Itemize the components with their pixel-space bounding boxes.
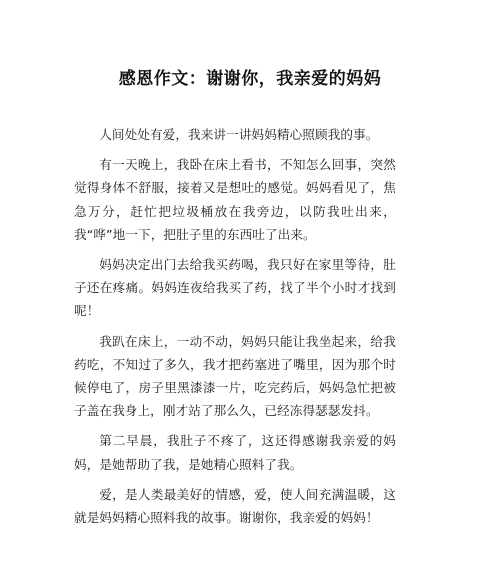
document-title: 感恩作文：谢谢你，我亲爱的妈妈	[118, 69, 382, 89]
paragraph-6: 爱，是人类最美好的情感，爱，使人间充满温暖，这就是妈妈精心照料我的故事。谢谢你，我亲爱的妈妈！	[74, 486, 396, 526]
paragraph-1: 人间处处有爱，我来讲一讲妈妈精心照顾我的事。	[99, 127, 379, 142]
paragraph-2: 有一天晚上，我卧在床上看书，不知怎么回事，突然觉得身体不舒服，接着又是想吐的感觉。妈妈看见了，焦急万分，赶忙把垃圾桶放在我旁边，以防我吐出来，我“哗”地一下，把肚子里的东西吐了出来。	[74, 157, 396, 242]
paragraph-4: 我趴在床上，一动不动，妈妈只能让我坐起来，给我药吃，不知过了多久，我才把药塞进了嘴里，因为那个时候停电了，房子里黑漆漆一片，吃完药后，妈妈急忙把被子盖在我身上，刚才站了那么久，已经冻得瑟瑟发抖。	[74, 333, 396, 419]
paragraph-5: 第二早晨，我肚子不疼了，这还得感谢我亲爱的妈妈，是她帮助了我，是她精心照料了我。	[74, 433, 396, 472]
paragraph-3: 妈妈决定出门去给我买药喝，我只好在家里等待，肚子还在疼痛。妈妈连夜给我买了药，找了半个小时才找到呢！	[74, 257, 396, 319]
article-body	[74, 123, 396, 536]
